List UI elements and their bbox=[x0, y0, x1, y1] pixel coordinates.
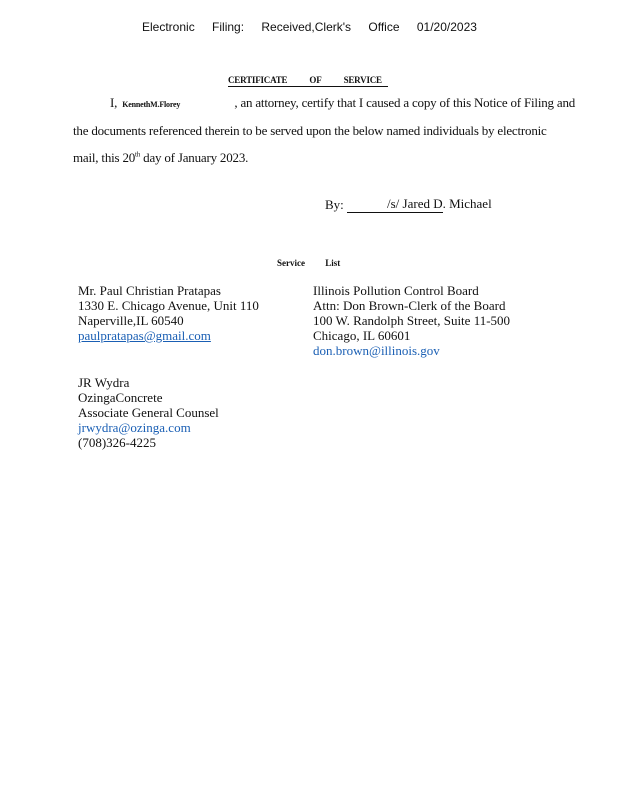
by-label: By: bbox=[325, 197, 344, 212]
line3-sup: th bbox=[135, 150, 141, 159]
recipient-name: JR Wydra bbox=[78, 375, 130, 390]
header-part3: Received,Clerk's bbox=[261, 20, 352, 34]
recipient-phone: (708)326-4225 bbox=[78, 435, 156, 450]
filing-stamp-header bbox=[142, 20, 491, 34]
recipient-pollution-board bbox=[313, 283, 510, 358]
cert-title-a: CERTIFICATE bbox=[228, 75, 288, 85]
recipient-name: Illinois Pollution Control Board bbox=[313, 283, 479, 298]
recipient-pratapas bbox=[78, 283, 259, 343]
header-part4: Office bbox=[368, 20, 400, 34]
recipient-attn: Attn: Don Brown-Clerk of the Board bbox=[313, 298, 506, 313]
recipient-address-1: 100 W. Randolph Street, Suite 11-500 bbox=[313, 313, 511, 328]
recipient-address-2: Naperville,IL 60540 bbox=[78, 313, 184, 328]
recipient-address-2: Chicago, IL 60601 bbox=[313, 328, 411, 343]
recipient-title: Associate General Counsel bbox=[78, 405, 219, 420]
recipient-company: OzingaConcrete bbox=[78, 390, 163, 405]
cert-title-c: SERVICE bbox=[343, 75, 382, 85]
svc-title-b: List bbox=[325, 258, 341, 268]
attorney-name: KennethM.Florey bbox=[122, 100, 181, 109]
header-date: 01/20/2023 bbox=[416, 20, 477, 34]
line1-prefix: I, bbox=[110, 95, 118, 110]
svc-title-a: Service bbox=[277, 258, 305, 268]
certificate-line-3 bbox=[73, 150, 248, 166]
cert-title-b: OF bbox=[309, 75, 322, 85]
line3-pre: mail, this 20 bbox=[73, 150, 136, 165]
certificate-line-2: the documents referenced therein to be served upon the below named individuals by electronic bbox=[73, 123, 547, 138]
recipient-email-link[interactable]: jrwydra@ozinga.com bbox=[78, 420, 191, 435]
line1-rest: , an attorney, certify that I caused a copy of this Notice of Filing and bbox=[234, 95, 576, 110]
signed-name: /s/ Jared D. Michael bbox=[387, 196, 492, 211]
recipient-email-link[interactable]: paulpratapas@gmail.com bbox=[78, 328, 211, 343]
header-part2: Filing: bbox=[212, 20, 245, 34]
header-part1: Electronic bbox=[142, 20, 195, 34]
recipient-wydra bbox=[78, 375, 219, 450]
certificate-line-1 bbox=[110, 95, 575, 111]
recipient-email-link[interactable]: don.brown@illinois.gov bbox=[313, 343, 440, 358]
recipient-address-1: 1330 E. Chicago Avenue, Unit 110 bbox=[78, 298, 259, 313]
service-list-title bbox=[277, 258, 358, 268]
line3-post: day of January 2023. bbox=[140, 150, 249, 165]
recipient-name: Mr. Paul Christian Pratapas bbox=[78, 283, 221, 298]
certificate-title bbox=[228, 75, 388, 87]
